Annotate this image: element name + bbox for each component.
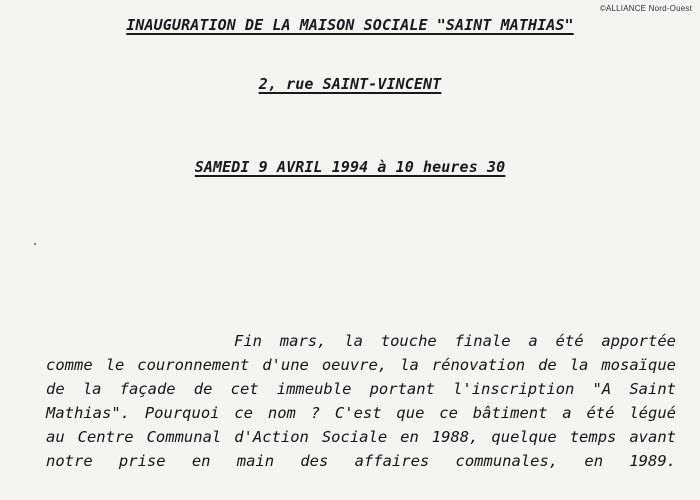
title-text: INAUGURATION DE LA MAISON SOCIALE "SAINT MATHIAS" (126, 16, 574, 34)
copyright-notice: ©ALLIANCE Nord-Ouest (599, 4, 692, 13)
paragraph-line: de la façade de cet immeuble portant l'inscription "A Saint (46, 380, 676, 398)
date-text: SAMEDI 9 AVRIL 1994 à 10 heures 30 (194, 158, 506, 176)
paragraph-line: Fin mars, la touche finale a été apportée (234, 332, 676, 350)
paragraph-line: Mathias". Pourquoi ce nom ? C'est que ce bâtiment a été légué (46, 404, 676, 422)
paragraph-line: notre prise en main des affaires communales, en 1989. (46, 452, 676, 470)
date-heading (0, 158, 700, 176)
paragraph-line: comme le couronnement d'une oeuvre, la rénovation de la mosaïque (46, 356, 676, 374)
address-text: 2, rue SAINT-VINCENT (258, 75, 442, 93)
address-heading (0, 75, 700, 93)
document-title (0, 16, 700, 34)
paper-speck (34, 243, 36, 245)
body-paragraph (46, 329, 676, 473)
paragraph-line: au Centre Communal d'Action Sociale en 1988, quelque temps avant (46, 428, 676, 446)
